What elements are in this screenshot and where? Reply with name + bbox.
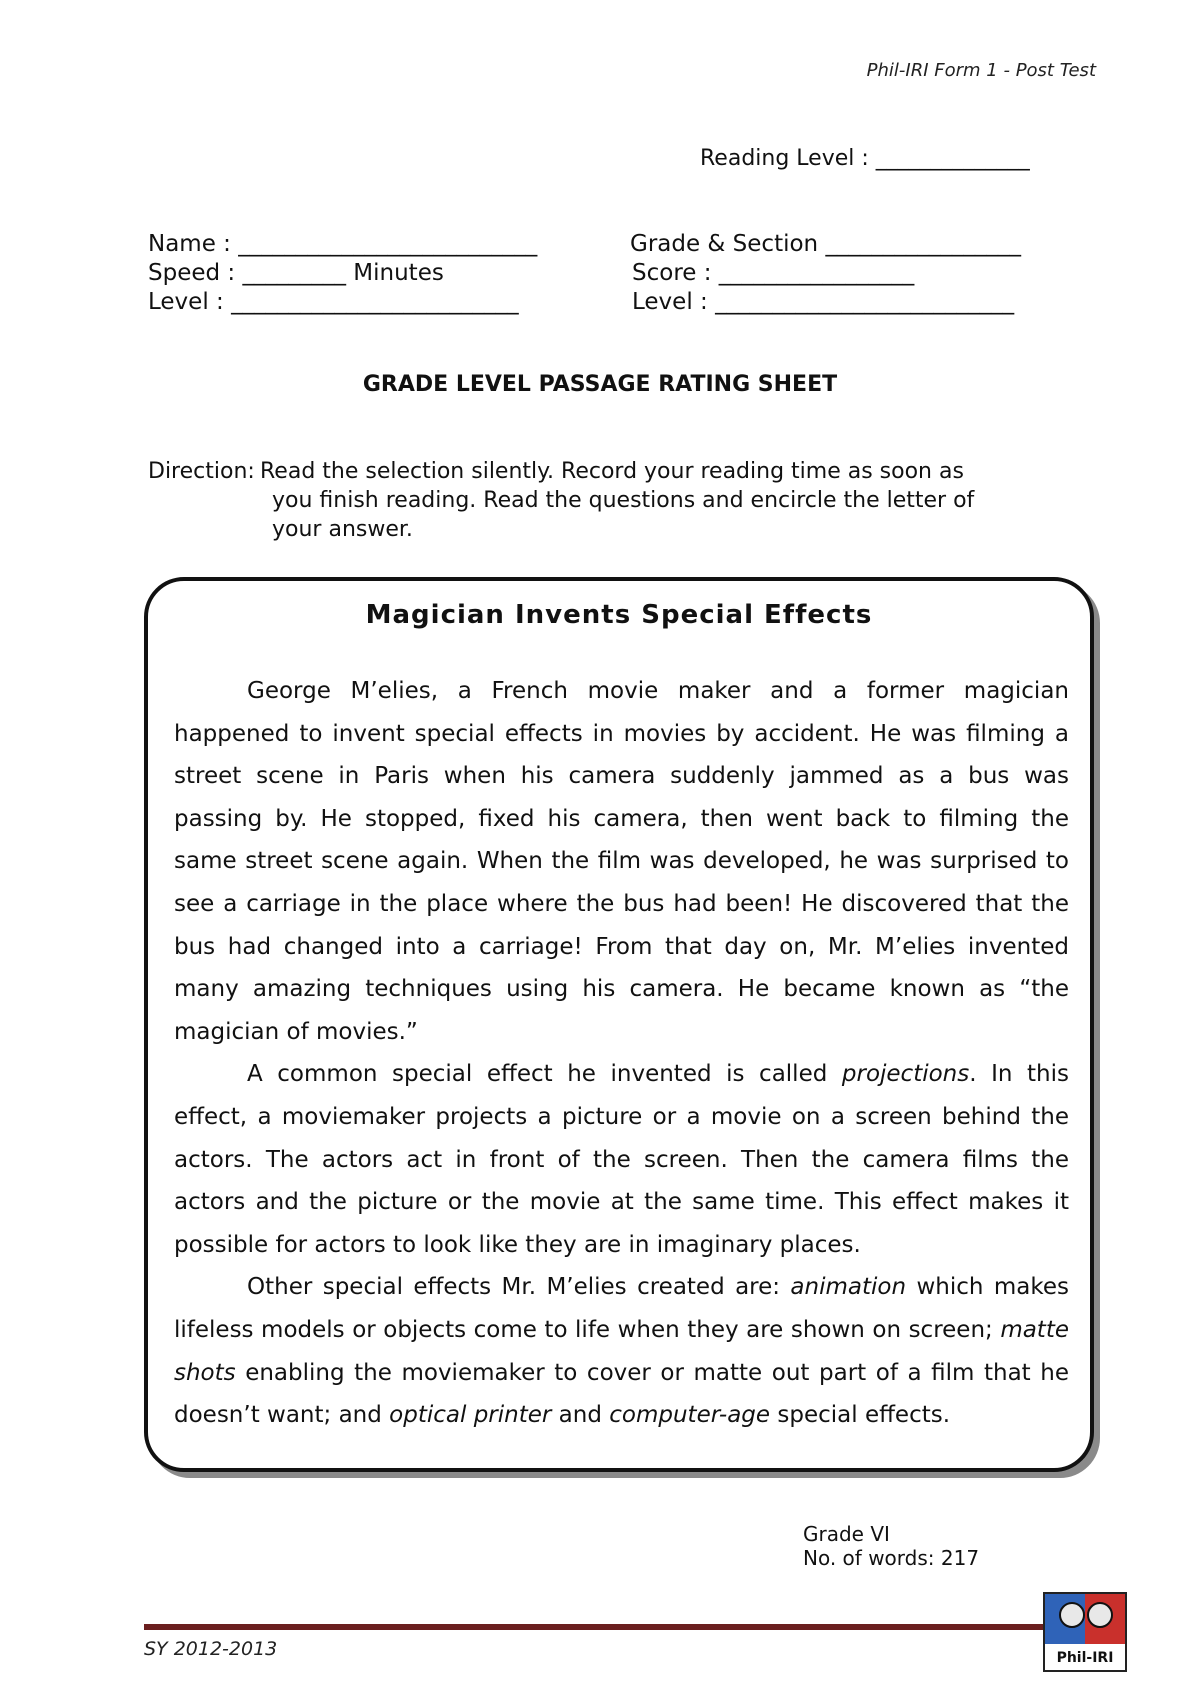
word-count: No. of words: 217 bbox=[803, 1546, 980, 1570]
passage-paragraph-1: George M’elies, a French movie maker and a former magician happened to invent special effects in movies by accident. He was filming a street scene in Paris when his camera suddenly jammed as a bus was passing by. He stopped, fixed his camera, then went back to filming the same street scene again. When the film was developed, he was surprised to see a carriage in the place where the bus had been! He discovered that the bus had changed into a carriage! From that day on, Mr. M’elies invented many amazing techniques using his camera. He became known as “the magician of movies.” bbox=[174, 678, 1069, 1045]
score-field: Score : _________________ bbox=[632, 260, 915, 286]
passage-paragraph-2: A common special effect he invented is called projections. In this effect, a moviemaker projects a picture or a movie on a screen behind the actors. The actors act in front of the screen. Then the camera films the actors and the picture or the movie at the same time. This effect makes it possible for actors to look like they are in imaginary places. bbox=[174, 1061, 1070, 1258]
sheet-title: GRADE LEVEL PASSAGE RATING SHEET bbox=[362, 372, 838, 397]
name-field: Name : __________________________ bbox=[148, 231, 538, 257]
passage-body bbox=[174, 670, 1069, 1437]
direction-text bbox=[260, 457, 1072, 544]
logo-figure-icon bbox=[1087, 1602, 1113, 1628]
level-field-left: Level : _________________________ bbox=[148, 289, 519, 315]
grade-label: Grade VI bbox=[803, 1522, 890, 1546]
reading-level-field: Reading Level : ______________ bbox=[700, 146, 1030, 171]
passage-paragraph-3: Other special effects Mr. M’elies created are: animation which makes lifeless models or objects come to life when they are shown on screen; matte shots enabling the moviemaker to cover or matte out part of a film that he doesn’t want; and optical printer and computer-age special effects. bbox=[174, 1274, 1069, 1429]
logo-text: Phil-IRI bbox=[1056, 1650, 1114, 1666]
level-field-right: Level : __________________________ bbox=[632, 289, 1015, 315]
footer-divider bbox=[144, 1624, 1049, 1630]
logo-figure-icon bbox=[1059, 1602, 1085, 1628]
form-tag: Phil-IRI Form 1 - Post Test bbox=[866, 60, 1096, 81]
direction-line-1: Read the selection silently. Record your reading time as soon as bbox=[260, 459, 964, 484]
grade-section-field: Grade & Section _________________ bbox=[630, 231, 1021, 257]
direction-line-3: your answer. bbox=[272, 517, 413, 542]
logo-background bbox=[1045, 1594, 1125, 1644]
passage-title: Magician Invents Special Effects bbox=[365, 600, 873, 630]
direction-line-2: you finish reading. Read the questions and encircle the letter of bbox=[272, 488, 975, 513]
direction-label: Direction: bbox=[148, 459, 255, 484]
speed-field: Speed : _________ Minutes bbox=[148, 260, 444, 286]
phil-iri-logo bbox=[1043, 1592, 1127, 1672]
school-year: SY 2012-2013 bbox=[144, 1638, 278, 1660]
grade-info bbox=[803, 1522, 979, 1570]
